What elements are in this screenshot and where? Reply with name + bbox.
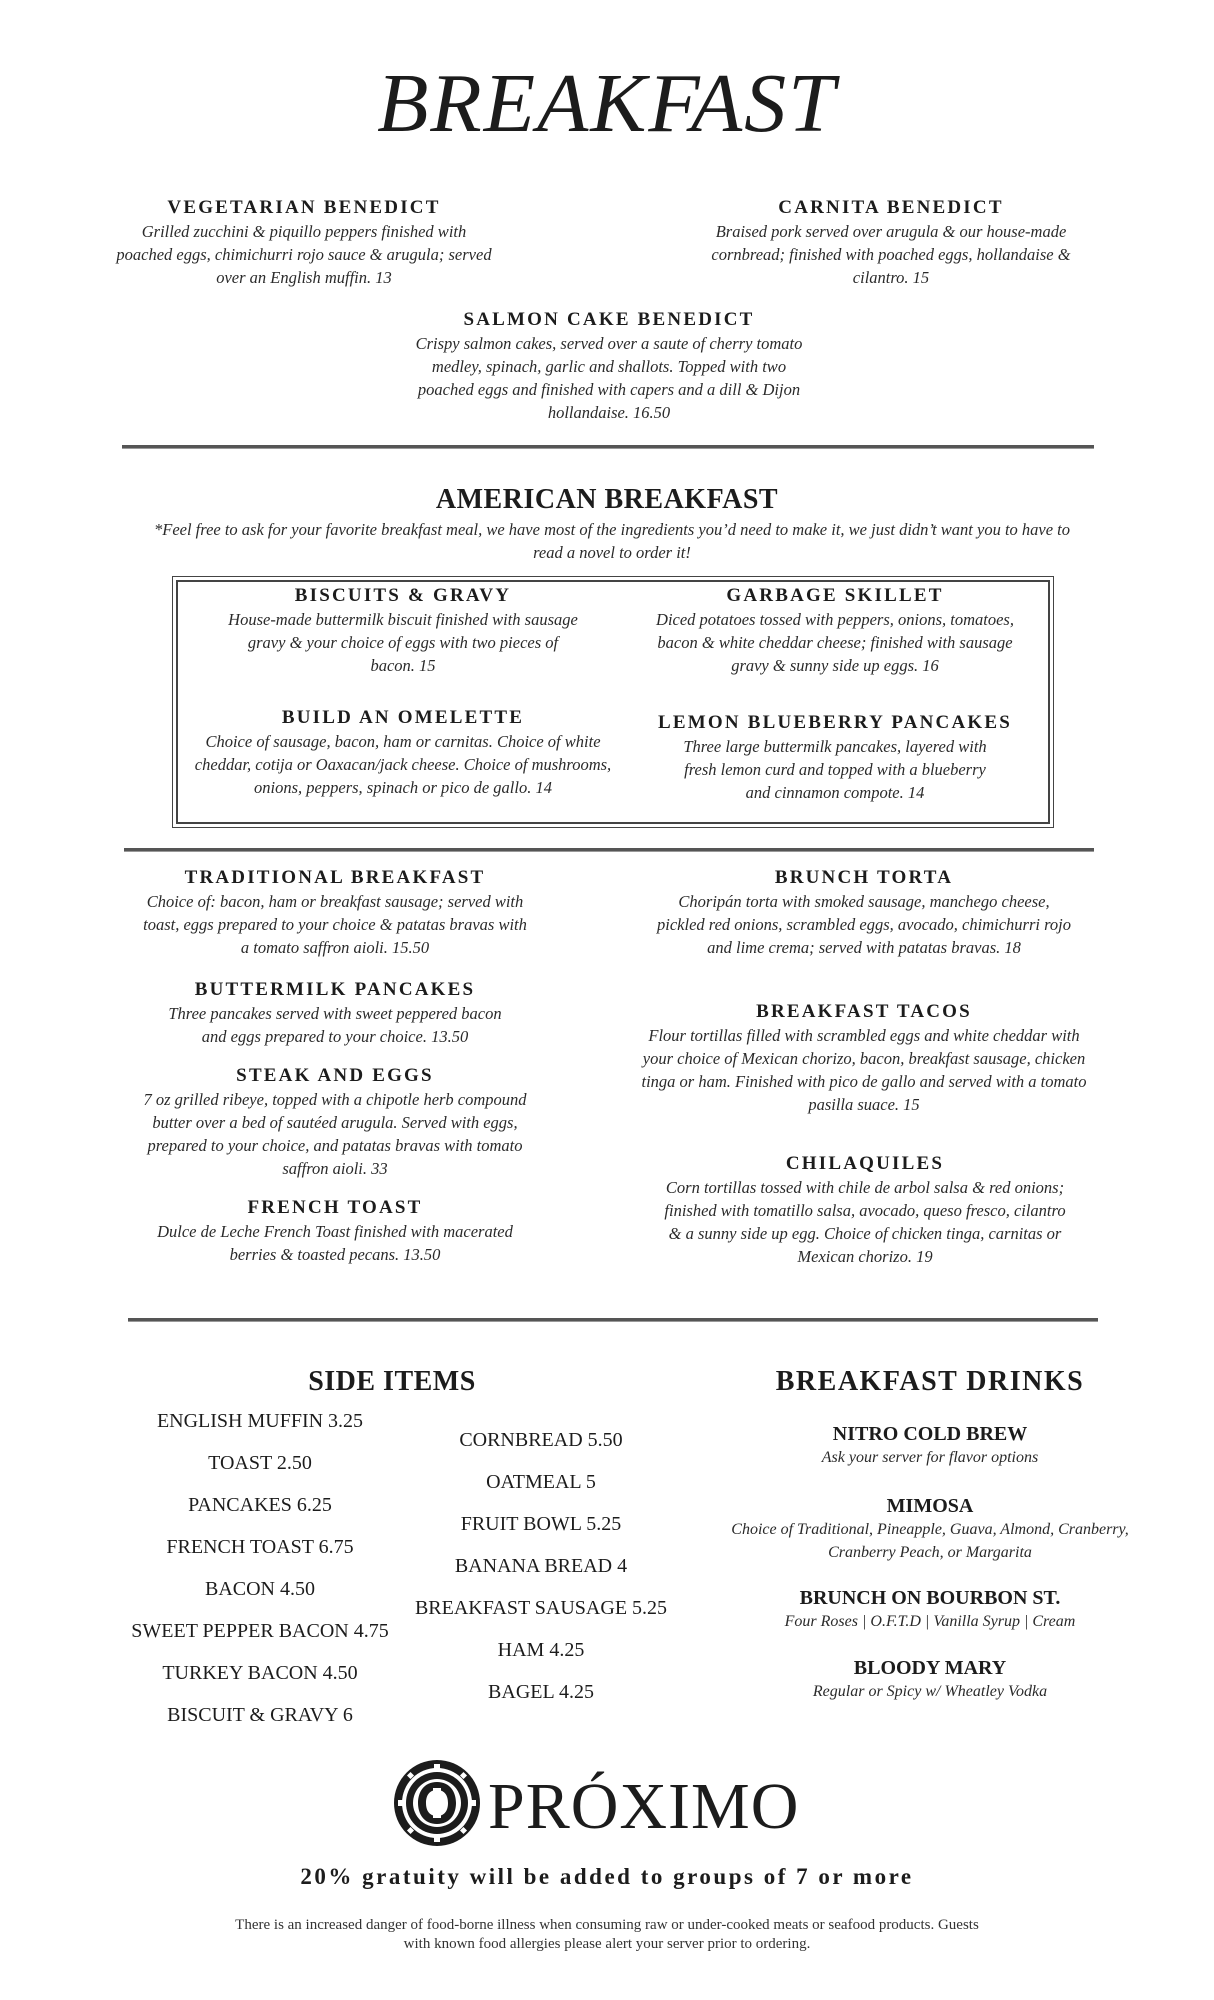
item-desc: Dulce de Leche French Toast finished with macerated berries & toasted pecans. 13.50 bbox=[157, 1222, 513, 1264]
item-desc: House-made buttermilk biscuit finished with sausage gravy & your choice of eggs with two pieces of bacon. 15 bbox=[228, 610, 578, 675]
side-item: BISCUIT & GRAVY 6 bbox=[167, 1704, 353, 1726]
item-desc: Choice of: bacon, ham or breakfast sausage; served with toast, eggs prepared to your choice & patatas bravas with a tomato saffron aioli. 15.50 bbox=[143, 892, 527, 957]
menu-item-salmon-cake-benedict bbox=[404, 308, 814, 424]
drink-name: NITRO COLD BREW bbox=[832, 1423, 1028, 1445]
drink-desc: Choice of Traditional, Pineapple, Guava, Almond, Cranberry, Cranberry Peach, or Margarita bbox=[731, 1521, 1129, 1561]
menu-item-garbage-skillet bbox=[640, 584, 1030, 677]
menu-item-steak-and-eggs bbox=[130, 1064, 540, 1180]
side-item: ENGLISH MUFFIN 3.25 bbox=[156, 1410, 364, 1432]
divider bbox=[122, 445, 1094, 449]
item-name: CARNITA BENEDICT bbox=[778, 197, 1004, 218]
side-items-title: SIDE ITEMS bbox=[308, 1366, 476, 1397]
item-name: SALMON CAKE BENEDICT bbox=[463, 309, 755, 330]
side-item: PANCAKES 6.25 bbox=[188, 1494, 332, 1516]
drink-desc: Regular or Spicy w/ Wheatley Vodka bbox=[812, 1683, 1048, 1700]
drink-nitro-cold-brew bbox=[730, 1422, 1130, 1469]
drink-mimosa bbox=[730, 1494, 1130, 1564]
menu-item-french-toast bbox=[130, 1196, 540, 1266]
side-item: BREAKFAST SAUSAGE 5.25 bbox=[414, 1597, 668, 1619]
drink-bloody-mary bbox=[730, 1656, 1130, 1703]
gratuity-notice: 20% gratuity will be added to groups of 7 or more bbox=[300, 1864, 914, 1889]
side-item: FRENCH TOAST 6.75 bbox=[166, 1536, 354, 1558]
item-name: STEAK AND EGGS bbox=[236, 1065, 434, 1086]
side-item: FRUIT BOWL 5.25 bbox=[460, 1513, 622, 1535]
item-name: CHILAQUILES bbox=[785, 1153, 945, 1174]
item-desc: Flour tortillas filled with scrambled eggs and white cheddar with your choice of Mexican chorizo, bacon, breakfast sausage, chicken tinga or ham. Finished with pico de gallo and served with a tomato pasilla suace. 15 bbox=[641, 1026, 1087, 1114]
item-name: BISCUITS & GRAVY bbox=[294, 585, 512, 606]
side-item: BAGEL 4.25 bbox=[488, 1681, 594, 1703]
item-desc: Three pancakes served with sweet peppered bacon and eggs prepared to your choice. 13.50 bbox=[168, 1004, 502, 1046]
divider bbox=[124, 848, 1094, 852]
menu-item-traditional-breakfast bbox=[130, 866, 540, 959]
item-desc: Three large buttermilk pancakes, layered with fresh lemon curd and topped with a blueberry and cinnamon compote. 14 bbox=[683, 737, 987, 802]
item-name: BREAKFAST TACOS bbox=[756, 1001, 972, 1022]
item-desc: Choice of sausage, bacon, ham or carnitas. Choice of white cheddar, cotija or Oaxacan/jack cheese. Choice of mushrooms, onions, peppers, spinach or pico de gallo. 14 bbox=[194, 732, 612, 797]
divider bbox=[128, 1318, 1098, 1322]
menu-item-lemon-blueberry-pancakes bbox=[640, 711, 1030, 804]
item-name: BRUNCH TORTA bbox=[774, 867, 954, 888]
american-breakfast-note: *Feel free to ask for your favorite breakfast meal, we have most of the ingredients you’d need to make it, we just didn’t want you to have to read a novel to order it! bbox=[153, 520, 1071, 562]
item-desc: Choripán torta with smoked sausage, manchego cheese, pickled red onions, scrambled eggs, avocado, chimichurri rojo and lime crema; served with patatas bravas. 18 bbox=[657, 892, 1071, 957]
item-name: LEMON BLUEBERRY PANCAKES bbox=[657, 712, 1013, 733]
brand-name: PRÓXIMO bbox=[488, 1770, 800, 1843]
drink-name: MIMOSA bbox=[886, 1495, 974, 1517]
side-items-column-2 bbox=[396, 1419, 686, 1713]
page-title: BREAKFAST bbox=[377, 57, 837, 150]
item-desc: Diced potatoes tossed with peppers, onions, tomatoes, bacon & white cheddar cheese; finished with sausage gravy & sunny side up eggs. 16 bbox=[656, 610, 1014, 675]
drink-brunch-on-bourbon bbox=[730, 1586, 1130, 1633]
item-desc: 7 oz grilled ribeye, topped with a chipotle herb compound butter over a bed of sautéed arugula. Served with eggs, prepared to your choice, and patatas bravas with tomato saffron aioli. 33 bbox=[143, 1090, 527, 1178]
menu-item-chilaquiles bbox=[660, 1152, 1070, 1268]
item-name: BUILD AN OMELETTE bbox=[281, 707, 525, 728]
item-name: FRENCH TOAST bbox=[247, 1197, 423, 1218]
side-item: CORNBREAD 5.50 bbox=[459, 1429, 623, 1451]
item-desc: Corn tortillas tossed with chile de arbol salsa & red onions; finished with tomatillo salsa, avocado, queso fresco, cilantro & a sunny side up egg. Choice of chicken tinga, carnitas or Mexican chorizo. 19 bbox=[664, 1178, 1066, 1266]
american-breakfast-title: AMERICAN BREAKFAST bbox=[435, 484, 779, 515]
menu-item-carnita-benedict bbox=[706, 196, 1076, 289]
menu-item-breakfast-tacos bbox=[640, 1000, 1088, 1116]
item-name: BUTTERMILK PANCAKES bbox=[194, 979, 476, 1000]
side-item: BACON 4.50 bbox=[204, 1578, 315, 1600]
menu-item-buttermilk-pancakes bbox=[130, 978, 540, 1048]
item-name: VEGETARIAN BENEDICT bbox=[167, 197, 441, 218]
drink-name: BRUNCH ON BOURBON ST. bbox=[799, 1587, 1061, 1609]
menu-item-biscuits-gravy bbox=[188, 584, 618, 677]
menu-item-brunch-torta bbox=[644, 866, 1084, 959]
side-item: SWEET PEPPER BACON 4.75 bbox=[131, 1620, 389, 1642]
item-name: GARBAGE SKILLET bbox=[726, 585, 944, 606]
drink-desc: Four Roses | O.F.T.D | Vanilla Syrup | Cream bbox=[784, 1613, 1076, 1630]
menu-item-build-omelette bbox=[188, 706, 618, 799]
item-desc: Crispy salmon cakes, served over a saute of cherry tomato medley, spinach, garlic and shallots. Topped with two poached eggs and finished with capers and a dill & Dijon hollandaise. 16.50 bbox=[415, 334, 803, 422]
side-items-column-1 bbox=[110, 1400, 410, 1736]
side-item: TOAST 2.50 bbox=[208, 1452, 312, 1474]
menu-item-vegetarian-benedict bbox=[112, 196, 496, 289]
item-name: TRADITIONAL BREAKFAST bbox=[184, 867, 486, 888]
side-item: HAM 4.25 bbox=[497, 1639, 585, 1661]
item-desc: Braised pork served over arugula & our house-made cornbread; finished with poached eggs, hollandaise & cilantro. 15 bbox=[711, 222, 1071, 287]
drink-name: BLOODY MARY bbox=[853, 1657, 1007, 1679]
side-item: OATMEAL 5 bbox=[486, 1471, 596, 1493]
brand-logo-icon bbox=[392, 1758, 482, 1848]
side-item: TURKEY BACON 4.50 bbox=[162, 1662, 358, 1684]
drink-desc: Ask your server for flavor options bbox=[821, 1449, 1039, 1466]
item-desc: Grilled zucchini & piquillo peppers finished with poached eggs, chimichurri rojo sauce & arugula; served over an English muffin. 13 bbox=[116, 222, 492, 287]
food-safety-disclaimer: There is an increased danger of food-borne illness when consuming raw or under-cooked meats or seafood products. Guests with known food allergies please alert your server prior to ordering. bbox=[235, 1917, 979, 1952]
side-item: BANANA BREAD 4 bbox=[454, 1555, 628, 1577]
breakfast-drinks-title: BREAKFAST DRINKS bbox=[775, 1366, 1085, 1397]
